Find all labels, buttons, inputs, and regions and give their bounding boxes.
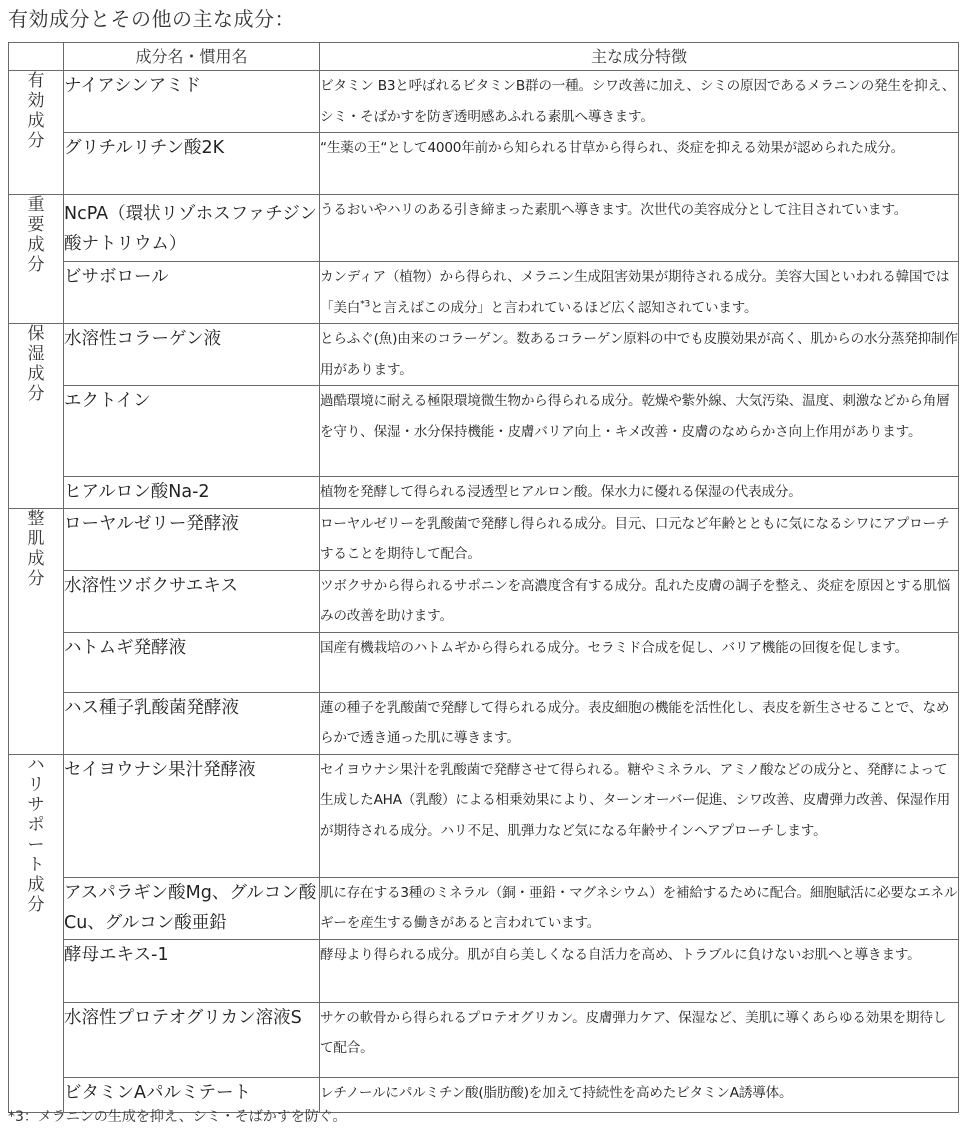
ingredient-description [320,262,959,324]
table-row [9,692,959,754]
category-cell [9,71,64,195]
ingredient-description: ビタミン B3と呼ばれるビタミンB群の一種。シワ改善に加え、シミの原因であるメラニンの発生を抑え、シミ・そばかすを防ぎ透明感あふれる素肌へ導きます。 [320,71,959,133]
ingredient-name: ビタミンAパルミテート [64,1077,320,1112]
table-row [9,754,959,877]
ingredient-name: 水溶性プロテオグリカン溶液S [64,1002,320,1077]
ingredient-name: ハトムギ発酵液 [64,632,320,692]
table-row [9,877,959,939]
ingredient-description: “生薬の王“として4000年前から知られる甘草から得られ、炎症を抑える効果が認められた成分。 [320,133,959,195]
table-row [9,386,959,477]
table-row [9,133,959,195]
category-cell [9,195,64,324]
ingredient-name: セイヨウナシ果汁発酵液 [64,754,320,877]
ingredient-description: ツボクサから得られるサポニンを高濃度含有する成分。乱れた皮膚の調子を整え、炎症を原因とする肌悩みの改善を助けます。 [320,570,959,632]
table-row [9,71,959,133]
description-text: カンディア（植物）から得られ、メラニン生成阻害効果が期待される成分。美容大国といわれる韓国では「美白 [320,269,950,316]
table-row [9,262,959,324]
ingredient-name: 水溶性ツボクサエキス [64,570,320,632]
ingredient-description: とらふぐ(魚)由来のコラーゲン。数あるコラーゲン原料の中でも皮膜効果が高く、肌からの水分蒸発抑制作用があります。 [320,324,959,386]
ingredient-name: ハス種子乳酸菌発酵液 [64,692,320,754]
ingredient-name: NcPA（環状リゾホスファチジン酸ナトリウム） [64,195,320,262]
ingredient-description: ローヤルゼリーを乳酸菌で発酵し得られる成分。目元、口元など年齢とともに気になるシワにアプローチすることを期待して配合。 [320,508,959,570]
ingredient-name: エクトイン [64,386,320,477]
ingredient-description: レチノールにパルミチン酸(脂肪酸)を加えて持続性を高めたビタミンA誘導体。 [320,1077,959,1112]
ingredient-description: 蓮の種子を乳酸菌で発酵して得られる成分。表皮細胞の機能を活性化し、表皮を新生させることで、なめらかで透き通った肌に導きます。 [320,692,959,754]
ingredient-description: うるおいやハリのある引き締まった素肌へ導きます。次世代の美容成分として注目されています。 [320,195,959,262]
description-text: と言えばこの成分」と言われているほど広く認知されています。 [370,299,758,316]
ingredient-name: ローヤルゼリー発酵液 [64,508,320,570]
ingredient-description: 過酷環境に耐える極限環境微生物から得られる成分。乾燥や紫外線、大気汚染、温度、刺激などから角層を守り、保湿・水分保持機能・皮膚バリア向上・キメ改善・皮膚のなめらかさ向上作用があります。 [320,386,959,477]
table-header-row [9,43,959,71]
table-row [9,939,959,1002]
header-ingredient-name: 成分名・慣用名 [64,43,320,71]
header-category [9,43,64,71]
footnote-marker: *3 [360,298,371,309]
category-label: 有効成分 [27,71,45,151]
ingredient-name: 酵母エキス-1 [64,939,320,1002]
table-row [9,477,959,509]
table-row [9,632,959,692]
ingredient-description: 酵母より得られる成分。肌が自ら美しくなる自活力を高め、トラブルに負けないお肌へと導きます。 [320,939,959,1002]
category-label: ハリサポート成分 [27,754,45,915]
category-label: 整肌成分 [27,508,45,589]
ingredient-description: 植物を発酵して得られる浸透型ヒアルロン酸。保水力に優れる保湿の代表成分。 [320,477,959,509]
table-row [9,195,959,262]
category-label: 重要成分 [27,195,45,275]
category-label: 保湿成分 [27,324,45,404]
category-cell [9,754,64,1112]
footnote: *3：メラニンの生成を抑え、シミ・そばかすを防ぐ。 [8,1109,347,1125]
ingredient-name: グリチルリチン酸2K [64,133,320,195]
category-cell [9,324,64,509]
ingredient-name: ヒアルロン酸Na-2 [64,477,320,509]
ingredient-name: アスパラギン酸Mg、グルコン酸Cu、グルコン酸亜鉛 [64,877,320,939]
ingredient-name: ビサボロール [64,262,320,324]
table-row [9,508,959,570]
ingredient-description: サケの軟骨から得られるプロテオグリカン。皮膚弾力ケア、保湿など、美肌に導くあらゆる効果を期待して配合。 [320,1002,959,1077]
page-title: 有効成分とその他の主な成分： [8,7,295,31]
table-row [9,324,959,386]
ingredient-name: ナイアシンアミド [64,71,320,133]
category-cell [9,508,64,754]
table-row [9,570,959,632]
header-ingredient-features: 主な成分特徴 [320,43,959,71]
ingredient-description: 肌に存在する3種のミネラル（銅・亜鉛・マグネシウム）を補給するために配合。細胞賦活に必要なエネルギーを産生する働きがあると言われています。 [320,877,959,939]
ingredients-table [8,42,959,1113]
ingredient-description: セイヨウナシ果汁を乳酸菌で発酵させて得られる。糖やミネラル、アミノ酸などの成分と、発酵によって生成したAHA（乳酸）による相乗効果により、ターンオーバー促進、シワ改善、皮膚弾力改善、保湿作用が期待される成分。ハリ不足、肌弾力など気になる年齢サインへアプローチします。 [320,754,959,877]
table-row [9,1002,959,1077]
ingredient-name: 水溶性コラーゲン液 [64,324,320,386]
ingredient-description: 国産有機栽培のハトムギから得られる成分。セラミド合成を促し、バリア機能の回復を促します。 [320,632,959,692]
